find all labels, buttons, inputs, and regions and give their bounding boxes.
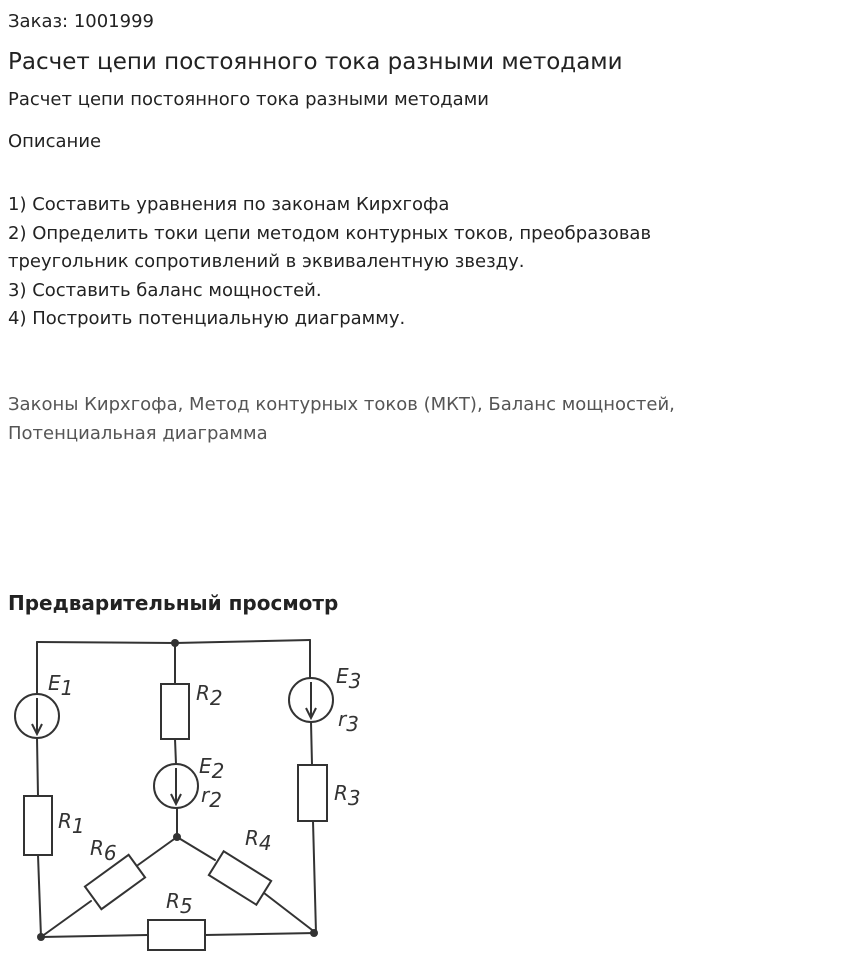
label-e2: E2 [199,754,225,783]
task-line: 2) Определить токи цепи методом контурных токов, преобразовав [8,222,652,244]
tags-line: Законы Кирхгофа, Метод контурных токов (МКТ), Баланс мощностей, [8,394,675,415]
order-number: Заказ: 1001999 [8,11,154,32]
label-r3: R3 [334,781,361,810]
label-r6: R6 [90,836,117,865]
task-line: 1) Составить уравнения по законам Кирхгофа [8,194,450,215]
tags-line: Потенциальная диаграмма [8,422,268,444]
preview-heading: Предварительный просмотр [8,591,339,615]
node-bottom-right [310,929,318,937]
label-r2: R2 [196,681,223,710]
task-line: 4) Построить потенциальную диаграмму. [8,308,406,329]
center-wire-mid [175,739,176,764]
resistor-r4 [209,851,271,904]
node-bottom-left [37,933,45,941]
right-wire-lower [313,821,316,933]
star-wire-left-b [138,837,177,865]
tags [8,391,828,448]
resistor-r1 [24,796,52,855]
resistor-r3 [298,765,327,821]
label-r4: R4 [245,826,272,855]
source-e3 [289,678,333,722]
label-r3-internal: r3 [338,707,359,736]
node-center [173,833,181,841]
label-r5: R5 [166,889,193,918]
left-wire-mid [37,738,38,796]
label-e3: E3 [336,664,362,693]
star-wire-right-a [177,837,215,860]
task-list [8,191,828,334]
resistor-r2 [161,684,189,739]
label-r1: R1 [58,809,85,838]
label-e1: E1 [48,671,74,700]
bottom-wire-left [41,935,148,937]
label-r2-internal: r2 [201,783,222,812]
page-title: Расчет цепи постоянного тока разными методами [8,49,623,75]
source-e1 [15,694,59,738]
node-top [171,639,179,647]
page-subtitle: Расчет цепи постоянного тока разными методами [8,89,489,110]
task-line: треугольник сопротивлений в эквивалентную звезду. [8,251,525,272]
star-wire-left-a [41,901,91,937]
description-heading: Описание [8,131,102,152]
resistor-r5 [148,920,205,950]
star-wire-right-b [264,893,316,933]
bottom-wire-right [205,933,316,935]
circuit-diagram [8,628,368,958]
task-line: 3) Составить баланс мощностей. [8,279,322,301]
source-e2 [154,764,198,808]
right-wire-mid [311,722,312,765]
circuit-svg [8,628,368,958]
left-wire-lower [38,855,41,937]
